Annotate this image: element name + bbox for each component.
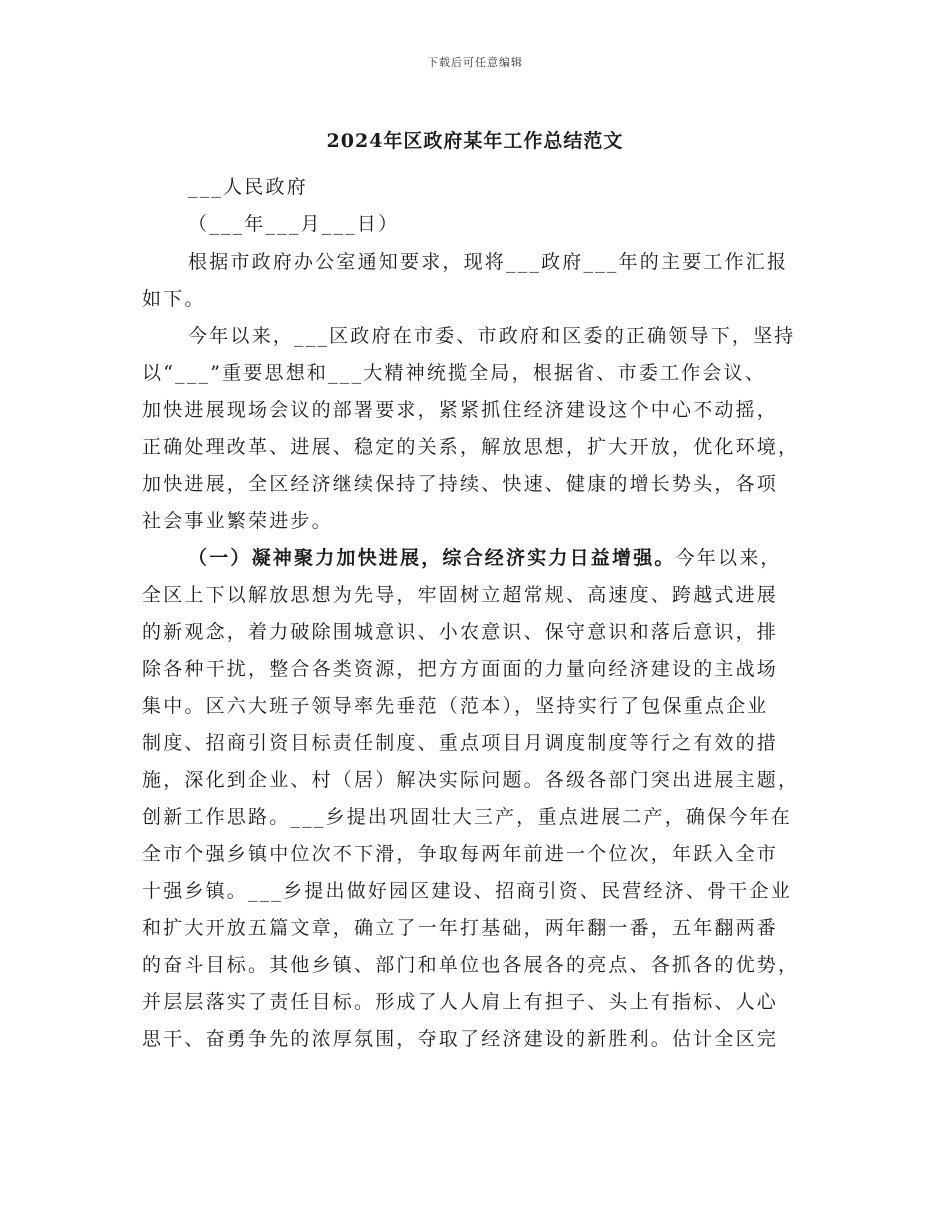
paragraph-line: 社会事业繁荣进步。 <box>142 510 333 532</box>
paragraph-line: 创新工作思路。___乡提出巩固壮大三产，重点进展二产，确保今年在 <box>142 806 792 828</box>
paragraph-line: 的新观念，着力破除围城意识、小农意识、保守意识和落后意识，排 <box>142 621 779 643</box>
paragraph-line: 思干、奋勇争先的浓厚氛围，夺取了经济建设的新胜利。估计全区完 <box>142 1028 779 1050</box>
paragraph-line: 施，深化到企业、村（居）解决实际问题。各级各部门突出进展主题， <box>142 769 800 791</box>
paragraph-line: 制度、招商引资目标责任制度、重点项目月调度制度等行之有效的措 <box>142 732 779 754</box>
document-title: 2024年区政府某年工作总结范文 <box>326 130 624 152</box>
paragraph-line: 加快进展，全区经济继续保持了持续、快速、健康的增长势头，各项 <box>142 473 779 495</box>
paragraph-line: 集中。区六大班子领导率先垂范（范本），坚持实行了包保重点企业 <box>142 695 769 717</box>
paragraph-line: 并层层落实了责任目标。形成了人人肩上有担子、头上有指标、人心 <box>142 991 779 1013</box>
section-lead-text: 今年以来， <box>675 547 782 569</box>
paragraph-line: 和扩大开放五篇文章，确立了一年打基础，两年翻一番，五年翻两番 <box>142 917 779 939</box>
paragraph-line: 的奋斗目标。其他乡镇、部门和单位也各展各的亮点、各抓各的优势， <box>142 954 800 976</box>
paragraph-line: 以“___”重要思想和___大精神统揽全局，根据省、市委工作会议、 <box>142 362 767 384</box>
paragraph-line: 加快进展现场会议的部署要求，紧紧抓住经济建设这个中心不动摇， <box>142 399 779 421</box>
date-line: （___年___月___日） <box>188 213 400 235</box>
section-heading-line <box>188 545 782 571</box>
paragraph-line: 正确处理改革、进展、稳定的关系，解放思想，扩大开放，优化环境， <box>142 436 800 458</box>
author-line: ___人民政府 <box>188 176 308 198</box>
page-header-note: 下载后可任意编辑 <box>427 56 523 69</box>
paragraph-line: 根据市政府办公室通知要求，现将___政府___年的主要工作汇报 <box>188 251 789 273</box>
paragraph-line: 全区上下以解放思想为先导，牢固树立超常规、高速度、跨越式进展 <box>142 584 779 606</box>
section-heading: （一）凝神聚力加快进展，综合经济实力日益增强。 <box>188 547 676 569</box>
paragraph-line: 今年以来，___区政府在市委、市政府和区委的正确领导下，坚持 <box>188 325 796 347</box>
paragraph-line: 除各种干扰，整合各类资源，把方方面面的力量向经济建设的主战场 <box>142 658 779 680</box>
paragraph-line: 十强乡镇。___乡提出做好园区建设、招商引资、民营经济、骨干企业 <box>142 880 792 902</box>
paragraph-line: 全市个强乡镇中位次不下滑，争取每两年前进一个位次，年跃入全市 <box>142 843 779 865</box>
paragraph-line: 如下。 <box>142 288 206 310</box>
